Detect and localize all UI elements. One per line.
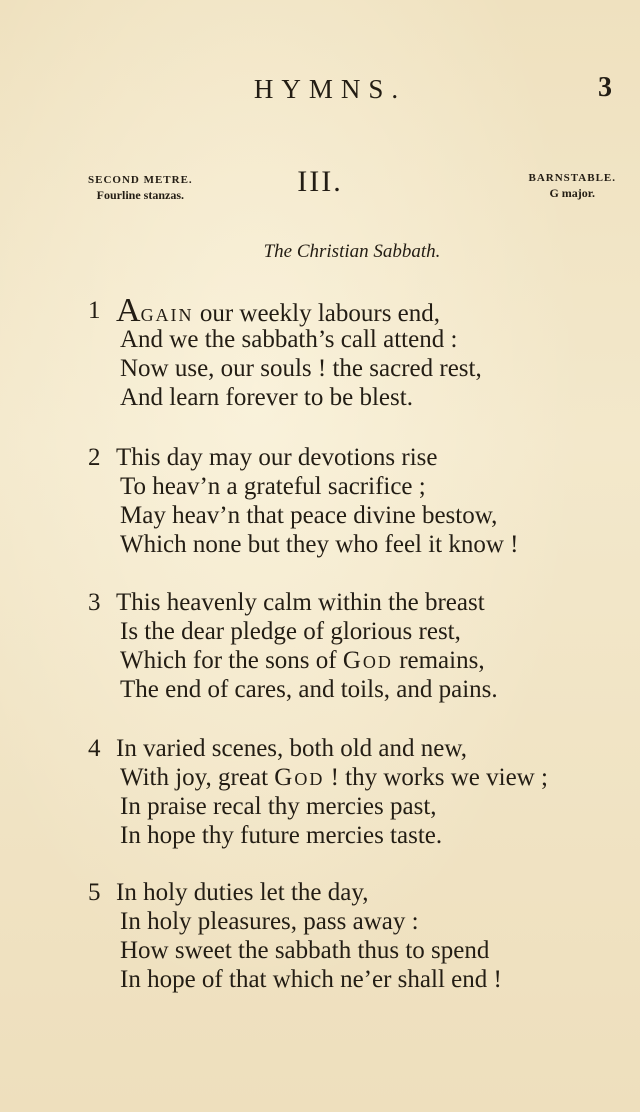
verse-line-text: In holy duties let the day,: [116, 879, 369, 906]
verse-line-text: Now use, our souls ! the sacred rest,: [120, 355, 482, 382]
verse-line-text: In holy pleasures, pass away :: [120, 908, 419, 935]
small-caps-word: God: [274, 764, 325, 791]
stanza-3: [88, 588, 628, 704]
verse-line-text: [120, 646, 485, 675]
verse-line: [88, 443, 628, 472]
verse-line-part: ! thy works we view ;: [324, 764, 548, 791]
verse-line-text: Which none but they who feel it know !: [120, 531, 519, 558]
stanza-number: 1: [88, 297, 101, 324]
verse-line: [88, 325, 628, 354]
tune-key: G major.: [549, 186, 596, 200]
stanza-2: [88, 443, 628, 559]
stanza-number: 4: [88, 735, 101, 762]
verse-line-text: The end of cares, and toils, and pains.: [120, 676, 498, 703]
initial-capital: A: [116, 292, 141, 329]
verse-line: [88, 530, 628, 559]
verse-line: [88, 646, 628, 675]
verse-line: [88, 501, 628, 530]
running-head: HYMNS.: [253, 74, 407, 104]
verse-line: [88, 292, 628, 329]
verse-line-text: And learn forever to be blest.: [120, 384, 413, 411]
stanza-form: Fourline stanzas.: [96, 188, 185, 202]
verse-line: [88, 383, 628, 412]
verse-line: [88, 588, 628, 617]
verse-line: [88, 763, 628, 792]
verse-line-text: In hope of that which ne’er shall end !: [120, 966, 502, 993]
stanza-number: 3: [88, 589, 101, 616]
verse-line: [88, 617, 628, 646]
verse-line: [88, 792, 628, 821]
verse-line: [88, 821, 628, 850]
verse-line: [88, 878, 628, 907]
metre-label: SECOND METRE.: [88, 174, 193, 186]
verse-line-text: [116, 292, 441, 329]
verse-line-text: Is the dear pledge of glorious rest,: [120, 618, 461, 645]
tune-name: BARNSTABLE.: [528, 172, 616, 184]
verse-line: [88, 936, 628, 965]
stanza-number: 2: [88, 444, 101, 471]
verse-line-text: And we the sabbath’s call attend :: [120, 326, 458, 353]
stanza-5: [88, 878, 628, 994]
verse-line-text: To heav’n a grateful sacrifice ;: [120, 473, 426, 500]
verse-line: [88, 472, 628, 501]
verse-line-text: May heav’n that peace divine bestow,: [120, 502, 498, 529]
verse-line: [88, 907, 628, 936]
verse-line-text: This heavenly calm within the breast: [116, 589, 485, 616]
verse-line-part: remains,: [392, 647, 485, 674]
verse-line-text: In praise recal thy mercies past,: [120, 793, 437, 820]
verse-line-text: In hope thy future mercies taste.: [120, 822, 443, 849]
stanza-4: [88, 734, 628, 850]
verse-line-part: Which for the sons of: [120, 647, 343, 674]
page-number: 3: [598, 72, 612, 103]
verse-line: [88, 354, 628, 383]
verse-line: [88, 965, 628, 994]
hymn-number: III.: [297, 165, 343, 198]
verse-line-part: With joy, great: [120, 764, 275, 791]
verse-line-text: [120, 763, 548, 792]
verse-line-text: This day may our devotions rise: [116, 444, 438, 471]
small-caps-word: gain: [140, 300, 194, 327]
verse-line-text: How sweet the sabbath thus to spend: [120, 937, 490, 964]
stanza-number: 5: [88, 879, 101, 906]
verse-line: [88, 734, 628, 763]
small-caps-word: God: [342, 647, 393, 674]
tune-info: [528, 171, 616, 201]
verse-line-rest: our weekly labours end,: [193, 300, 441, 327]
hymn-title: The Christian Sabbath.: [263, 241, 441, 262]
verse-line: [88, 675, 628, 704]
verse-line-text: In varied scenes, both old and new,: [116, 735, 468, 762]
stanza-1: [88, 292, 628, 412]
